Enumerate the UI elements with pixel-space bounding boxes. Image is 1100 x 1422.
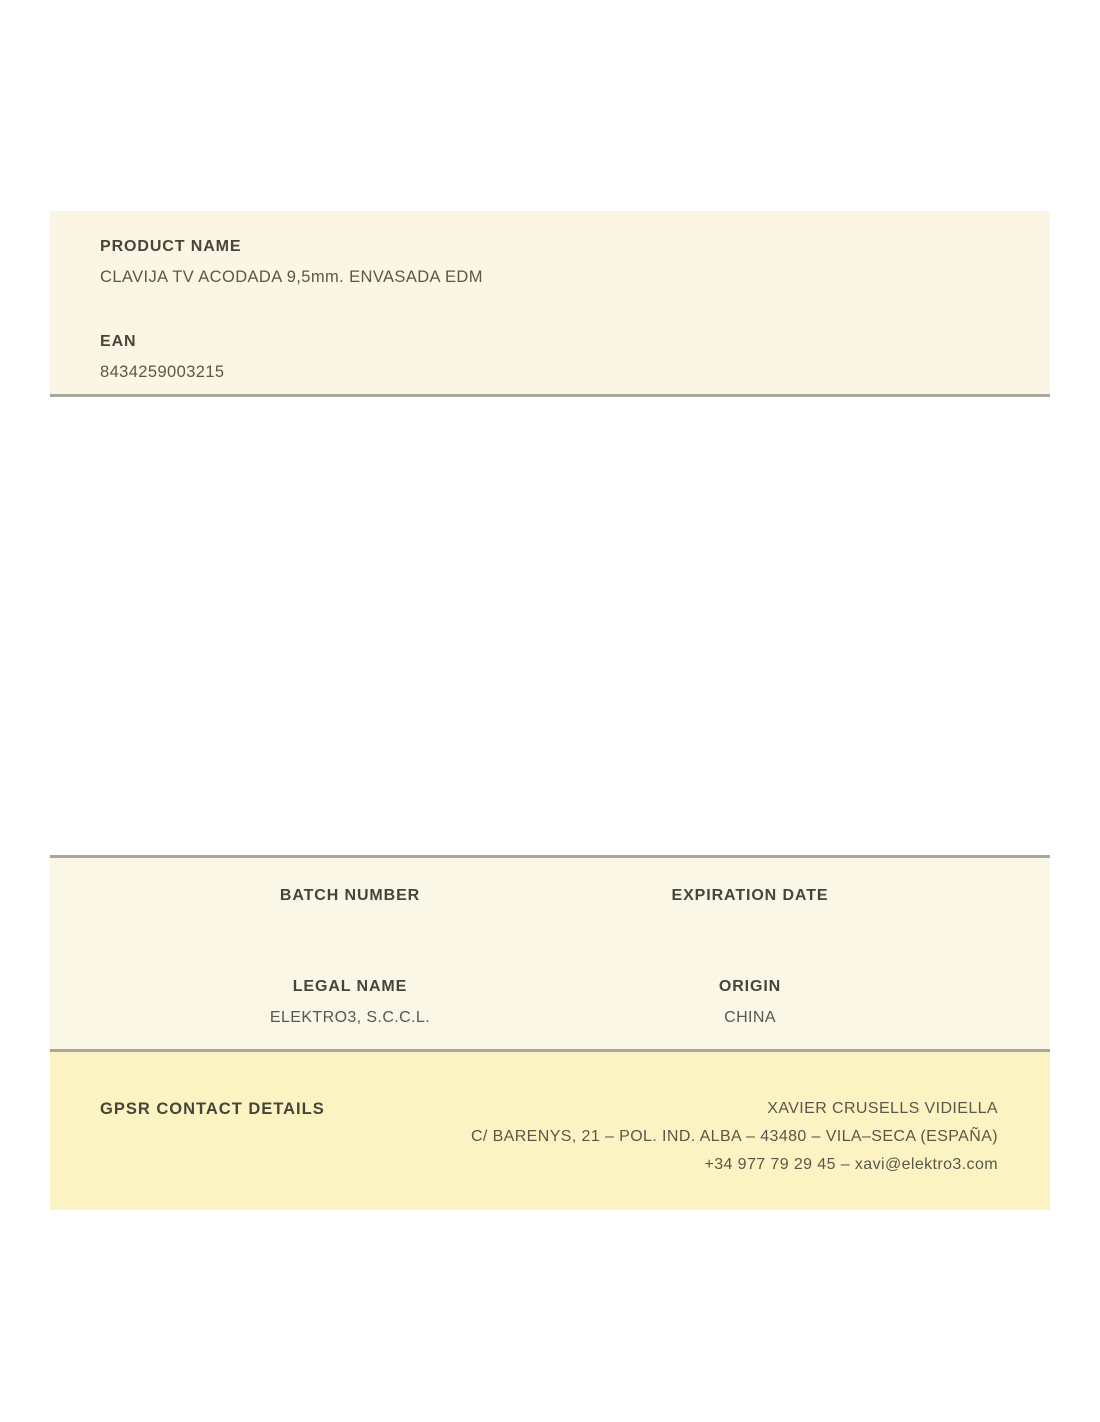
legal-name-value: ELEKTRO3, S.C.C.L. xyxy=(269,1009,431,1026)
contact-phone-email: +34 977 79 29 45 – xavi@elektro3.com xyxy=(704,1156,998,1173)
ean-value: 8434259003215 xyxy=(100,363,225,381)
gpsr-title: GPSR CONTACT DETAILS xyxy=(100,1100,325,1118)
contact-address: C/ BARENYS, 21 – POL. IND. ALBA – 43480 – VILA–SECA (ESPAÑA) xyxy=(470,1128,998,1145)
origin-value: CHINA xyxy=(724,1009,776,1026)
origin-label: ORIGIN xyxy=(718,978,782,995)
legal-name-block xyxy=(150,978,550,1027)
batch-section xyxy=(50,855,1050,1052)
origin-block xyxy=(550,978,950,1027)
product-name-block xyxy=(100,238,1000,287)
ean-label: EAN xyxy=(100,333,137,350)
expiration-date-label: EXPIRATION DATE xyxy=(671,887,829,904)
legal-name-label: LEGAL NAME xyxy=(292,978,408,995)
batch-expiration-row xyxy=(150,887,950,905)
ean-block xyxy=(100,333,1000,382)
product-name-label: PRODUCT NAME xyxy=(100,238,242,255)
legal-origin-row xyxy=(150,978,950,1027)
batch-number-label: BATCH NUMBER xyxy=(279,887,421,904)
gpsr-contact-block xyxy=(471,1095,998,1179)
contact-name: XAVIER CRUSELLS VIDIELLA xyxy=(767,1100,998,1117)
product-name-value: CLAVIJA TV ACODADA 9,5mm. ENVASADA EDM xyxy=(100,268,483,286)
product-section xyxy=(50,211,1050,397)
gpsr-section xyxy=(50,1052,1050,1210)
